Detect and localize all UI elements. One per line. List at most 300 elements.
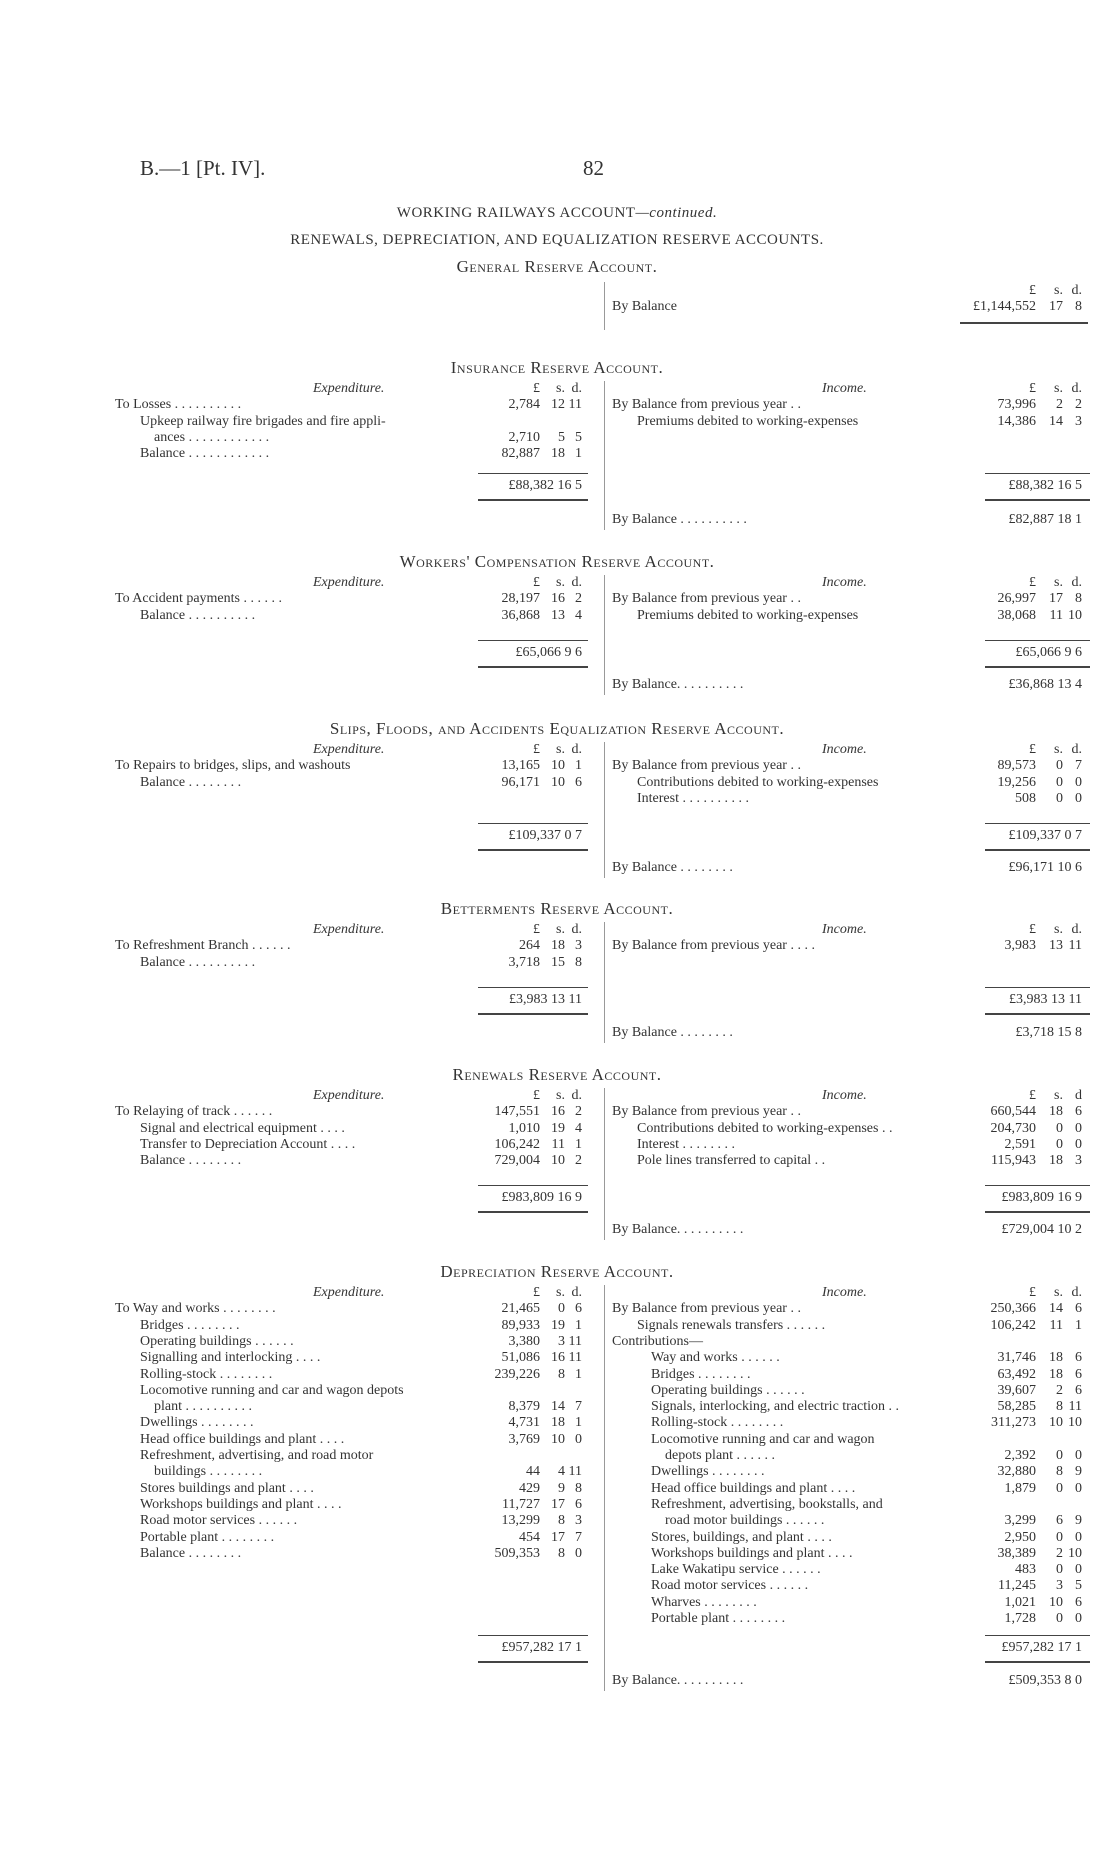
general-amount: £1,144,552	[973, 299, 1036, 314]
renewals-exp-pence: 2	[575, 1153, 582, 1169]
right-pound-head: £	[1029, 381, 1036, 396]
depreciation-inc-shillings: 0	[1056, 1562, 1063, 1578]
left-shilling-head: s.	[556, 381, 565, 396]
right-shilling-head: s.	[1054, 1285, 1063, 1300]
depreciation-inc-label: Dwellings . . . . . . . .	[651, 1464, 765, 1480]
depreciation-inc-pounds: 311,273	[991, 1415, 1036, 1431]
slips-expenditure-head: Expenditure.	[313, 742, 385, 757]
insurance-inc-total-dbl	[985, 499, 1090, 501]
renewals-exp-pounds: 1,010	[508, 1120, 540, 1136]
depreciation-inc-pence: 6	[1075, 1366, 1082, 1382]
insurance-inc-pence: 3	[1075, 413, 1082, 429]
workers-divider	[604, 575, 605, 695]
depreciation-inc-pounds: 2,950	[1004, 1529, 1036, 1545]
betterments-inc-total-dbl	[985, 1013, 1090, 1015]
depreciation-exp-shillings: 14	[551, 1399, 565, 1415]
slips-exp-pounds: 96,171	[501, 774, 540, 790]
betterments-exp-shillings: 18	[551, 938, 565, 954]
renewals-exp-label: Signal and electrical equipment . . . .	[140, 1120, 345, 1136]
page-number: 82	[583, 156, 604, 180]
depreciation-inc-label: Wharves . . . . . . . .	[651, 1594, 757, 1610]
depreciation-inc-label: Contributions—	[612, 1333, 704, 1349]
left-shilling-head: s.	[556, 742, 565, 757]
document-reference: B.—1 [Pt. IV].	[140, 156, 266, 180]
renewals-by-balance-label: By Balance. . . . . . . . . .	[612, 1222, 744, 1237]
renewals-inc-total-rule	[985, 1185, 1090, 1186]
workers-exp-shillings: 16	[551, 591, 565, 607]
depreciation-inc-pence: 1	[1075, 1317, 1082, 1333]
workers-inc-label: Premiums debited to working-expenses	[637, 607, 859, 623]
left-pound-head: £	[533, 742, 540, 757]
depreciation-inc-total-rule	[985, 1635, 1090, 1636]
workers-exp-shillings: 13	[551, 607, 565, 623]
renewals-exp-total-dbl	[478, 1211, 588, 1213]
renewals-expenditure-head: Expenditure.	[313, 1088, 385, 1103]
insurance-inc-pence: 2	[1075, 397, 1082, 413]
slips-exp-pence: 1	[575, 758, 582, 774]
betterments-inc-total: £3,983 13 11	[1009, 992, 1082, 1007]
workers-inc-pence: 10	[1068, 607, 1082, 623]
workers-inc-label: By Balance from previous year . .	[612, 591, 801, 607]
slips-exp-label: Balance . . . . . . . .	[140, 774, 242, 790]
depreciation-inc-shillings: 10	[1049, 1415, 1063, 1431]
slips-inc-label: Contributions debited to working-expenses	[637, 774, 879, 790]
betterments-exp-total-dbl	[478, 1013, 588, 1015]
depreciation-title: Depreciation Reserve Account.	[440, 1262, 674, 1281]
betterments-inc-shillings: 13	[1049, 938, 1063, 954]
depreciation-exp-pounds: 89,933	[501, 1317, 540, 1333]
depreciation-exp-pounds: 4,731	[508, 1415, 540, 1431]
betterments-inc-pence: 11	[1068, 938, 1082, 954]
renewals-income-head: Income.	[822, 1088, 867, 1103]
renewals-title: Renewals Reserve Account.	[452, 1065, 662, 1084]
slips-exp-shillings: 10	[551, 774, 565, 790]
slips-inc-shillings: 0	[1056, 774, 1063, 790]
renewals-inc-pence: 6	[1075, 1104, 1082, 1120]
depreciation-inc-shillings: 0	[1056, 1611, 1063, 1626]
depreciation-exp-pounds: 21,465	[501, 1301, 540, 1317]
depreciation-inc-shillings: 0	[1056, 1480, 1063, 1496]
depreciation-exp-shillings: 8	[558, 1513, 565, 1529]
renewals-inc-shillings: 18	[1049, 1104, 1063, 1120]
depreciation-exp-pounds: 51,086	[501, 1350, 540, 1366]
depreciation-inc-pence: 0	[1075, 1529, 1082, 1545]
depreciation-inc-shillings: 14	[1049, 1301, 1063, 1317]
slips-exp-total: £109,337 0 7	[508, 828, 582, 843]
slips-exp-shillings: 10	[551, 758, 565, 774]
slips-inc-pounds: 89,573	[997, 758, 1036, 774]
right-pence-head: d.	[1071, 381, 1082, 396]
depreciation-exp-pence: 3	[575, 1513, 582, 1529]
insurance-title: Insurance Reserve Account.	[450, 358, 664, 377]
workers-exp-label: Balance . . . . . . . . . .	[140, 607, 256, 623]
renewals-inc-shillings: 18	[1049, 1153, 1063, 1169]
insurance-inc-shillings: 14	[1049, 413, 1063, 429]
workers-inc-pence: 8	[1075, 591, 1082, 607]
workers-exp-pence: 2	[575, 591, 582, 607]
renewals-inc-label: Pole lines transferred to capital . .	[637, 1153, 826, 1169]
betterments-exp-pence: 3	[575, 938, 582, 954]
slips-inc-label: Interest . . . . . . . . . .	[637, 790, 749, 806]
renewals-inc-shillings: 0	[1056, 1136, 1063, 1152]
renewals-exp-label: Balance . . . . . . . .	[140, 1153, 242, 1169]
left-pound-head: £	[533, 381, 540, 396]
renewals-exp-pence: 4	[575, 1120, 582, 1136]
right-pound-head: £	[1029, 1285, 1036, 1300]
depreciation-inc-pounds: 11,245	[998, 1578, 1036, 1594]
depreciation-inc-pounds: 31,746	[997, 1350, 1036, 1366]
insurance-by-balance-label: By Balance . . . . . . . . . .	[612, 512, 747, 527]
left-pound-head: £	[533, 1088, 540, 1103]
betterments-exp-total: £3,983 13 11	[509, 992, 582, 1007]
workers-inc-shillings: 17	[1049, 591, 1063, 607]
depreciation-inc-shillings: 8	[1056, 1464, 1063, 1480]
depreciation-exp-shillings: 3	[558, 1333, 565, 1349]
slips-inc-total: £109,337 0 7	[1008, 828, 1082, 843]
depreciation-inc-pence: 6	[1075, 1594, 1082, 1610]
betterments-divider	[604, 922, 605, 1043]
main-title	[0, 205, 1114, 222]
renewals-inc-label: Interest . . . . . . . .	[637, 1136, 735, 1152]
general-pence-head: d.	[1071, 283, 1082, 298]
depreciation-inc-label: Operating buildings . . . . . .	[651, 1382, 805, 1398]
slips-exp-total-rule	[478, 823, 588, 824]
depreciation-inc-total: £957,282 17 1	[1001, 1640, 1082, 1655]
insurance-exp-total-rule	[478, 473, 588, 474]
depreciation-inc-label: Rolling-stock . . . . . . . .	[651, 1415, 784, 1431]
depreciation-exp-pounds: 11,727	[502, 1496, 540, 1512]
insurance-exp-pounds: 82,887	[501, 446, 540, 462]
depreciation-exp-pounds: 3,769	[508, 1431, 540, 1447]
depreciation-inc-pence: 11	[1068, 1399, 1082, 1415]
depreciation-exp-label: plant . . . . . . . . . .	[154, 1399, 252, 1415]
insurance-exp-label: Balance . . . . . . . . . . . .	[140, 446, 270, 462]
renewals-by-balance-amount: £729,004 10 2	[1001, 1222, 1082, 1237]
renewals-exp-label: Transfer to Depreciation Account . . . .	[140, 1136, 356, 1152]
depreciation-inc-label: Signals, interlocking, and electric traction . .	[651, 1399, 900, 1415]
depreciation-exp-pounds: 8,379	[508, 1399, 540, 1415]
depreciation-inc-pence: 5	[1075, 1578, 1082, 1594]
right-pence-head: d.	[1071, 575, 1082, 590]
left-shilling-head: s.	[556, 575, 565, 590]
insurance-exp-pounds: 2,710	[508, 429, 540, 445]
left-shilling-head: s.	[556, 1088, 565, 1103]
renewals-exp-pence: 2	[575, 1104, 582, 1120]
renewals-exp-shillings: 11	[551, 1136, 565, 1152]
depreciation-inc-pence: 0	[1075, 1448, 1082, 1463]
betterments-inc-total-rule	[985, 987, 1090, 988]
depreciation-income-head: Income.	[822, 1285, 867, 1300]
depreciation-inc-pence: 9	[1075, 1513, 1082, 1529]
left-shilling-head: s.	[556, 1285, 565, 1300]
right-pence-head: d.	[1071, 742, 1082, 757]
depreciation-inc-pounds: 483	[1015, 1562, 1036, 1578]
betterments-by-balance-amount: £3,718 15 8	[1015, 1025, 1082, 1040]
left-pound-head: £	[533, 1285, 540, 1300]
slips-inc-shillings: 0	[1056, 790, 1063, 806]
depreciation-inc-label: Refreshment, advertising, bookstalls, and	[651, 1496, 883, 1512]
renewals-exp-total-rule	[478, 1185, 588, 1186]
depreciation-inc-label: Way and works . . . . . .	[651, 1350, 780, 1366]
depreciation-divider	[604, 1285, 605, 1691]
workers-inc-total: £65,066 9 6	[1015, 645, 1082, 660]
depreciation-exp-pounds: 454	[519, 1529, 540, 1545]
slips-inc-shillings: 0	[1056, 758, 1063, 774]
workers-expenditure-head: Expenditure.	[313, 575, 385, 590]
depreciation-exp-label: Dwellings . . . . . . . .	[140, 1415, 254, 1431]
depreciation-inc-pence: 10	[1068, 1545, 1082, 1561]
insurance-inc-label: By Balance from previous year . .	[612, 397, 801, 413]
depreciation-exp-pence: 8	[575, 1480, 582, 1496]
betterments-income-head: Income.	[822, 922, 867, 937]
depreciation-inc-shillings: 2	[1056, 1382, 1063, 1398]
slips-inc-label: By Balance from previous year . .	[612, 758, 801, 774]
renewals-inc-total-dbl	[985, 1211, 1090, 1213]
depreciation-inc-pounds: 250,366	[990, 1301, 1036, 1317]
depreciation-inc-pounds: 1,728	[1004, 1611, 1036, 1626]
right-shilling-head: s.	[1054, 742, 1063, 757]
depreciation-inc-label: By Balance from previous year . .	[612, 1301, 801, 1317]
depreciation-exp-pence: 11	[568, 1464, 582, 1480]
renewals-divider	[604, 1088, 605, 1240]
slips-inc-total-dbl	[985, 849, 1090, 851]
insurance-inc-pounds: 14,386	[997, 413, 1036, 429]
depreciation-inc-label: Road motor services . . . . . .	[651, 1578, 809, 1594]
betterments-exp-label: Balance . . . . . . . . . .	[140, 954, 256, 970]
workers-exp-pence: 4	[575, 607, 582, 623]
depreciation-exp-label: Signalling and interlocking . . . .	[140, 1350, 321, 1366]
depreciation-exp-pence: 6	[575, 1496, 582, 1512]
workers-inc-pounds: 38,068	[997, 607, 1036, 623]
depreciation-inc-shillings: 11	[1049, 1317, 1063, 1333]
depreciation-exp-shillings: 0	[558, 1301, 565, 1317]
left-pence-head: d.	[571, 1285, 582, 1300]
depreciation-inc-label: Bridges . . . . . . . .	[651, 1366, 751, 1382]
depreciation-inc-pounds: 63,492	[997, 1366, 1036, 1382]
workers-inc-pounds: 26,997	[997, 591, 1036, 607]
general-pence: 8	[1075, 299, 1082, 314]
depreciation-exp-shillings: 17	[551, 1496, 565, 1512]
right-pence-head: d.	[1071, 1285, 1082, 1300]
general-pound-head: £	[1029, 283, 1036, 298]
insurance-exp-pounds: 2,784	[508, 397, 540, 413]
depreciation-exp-pence: 1	[575, 1317, 582, 1333]
depreciation-exp-label: Locomotive running and car and wagon depots	[140, 1382, 404, 1398]
left-pound-head: £	[533, 575, 540, 590]
depreciation-by-balance-amount: £509,353 8 0	[1008, 1673, 1082, 1688]
right-shilling-head: s.	[1054, 1088, 1063, 1103]
general-rule	[960, 322, 1088, 324]
depreciation-exp-shillings: 10	[551, 1431, 565, 1447]
workers-exp-total: £65,066 9 6	[515, 645, 582, 660]
renewals-exp-pounds: 106,242	[494, 1136, 540, 1152]
workers-exp-pounds: 36,868	[501, 607, 540, 623]
right-pound-head: £	[1029, 1088, 1036, 1103]
betterments-exp-pounds: 3,718	[508, 954, 540, 970]
betterments-inc-label: By Balance from previous year . . . .	[612, 938, 815, 954]
insurance-exp-pence: 1	[575, 446, 582, 462]
insurance-exp-label: ances . . . . . . . . . . . .	[154, 429, 270, 445]
betterments-title: Betterments Reserve Account.	[440, 899, 674, 918]
workers-exp-total-rule	[478, 640, 588, 641]
depreciation-exp-total-dbl	[478, 1661, 588, 1663]
depreciation-by-balance-label: By Balance. . . . . . . . . .	[612, 1673, 744, 1688]
depreciation-exp-label: Head office buildings and plant . . . .	[140, 1431, 345, 1447]
insurance-exp-shillings: 12	[551, 397, 565, 413]
renewals-inc-pounds: 660,544	[990, 1104, 1036, 1120]
renewals-exp-pence: 1	[575, 1136, 582, 1152]
depreciation-exp-pence: 11	[568, 1333, 582, 1349]
depreciation-inc-shillings: 8	[1056, 1399, 1063, 1415]
depreciation-inc-label: Stores, buildings, and plant . . . .	[651, 1529, 832, 1545]
depreciation-inc-pence: 6	[1075, 1350, 1082, 1366]
depreciation-exp-pence: 11	[568, 1350, 582, 1366]
renewals-exp-pounds: 729,004	[494, 1153, 540, 1169]
workers-income-head: Income.	[822, 575, 867, 590]
workers-by-balance-amount: £36,868 13 4	[1008, 677, 1082, 692]
right-pence-head: d.	[1071, 922, 1082, 937]
slips-divider	[604, 742, 605, 878]
betterments-exp-pounds: 264	[519, 938, 540, 954]
betterments-exp-total-rule	[478, 987, 588, 988]
slips-exp-pence: 6	[575, 774, 582, 790]
left-pound-head: £	[533, 922, 540, 937]
right-shilling-head: s.	[1054, 922, 1063, 937]
depreciation-exp-shillings: 8	[558, 1545, 565, 1561]
slips-inc-pounds: 19,256	[997, 774, 1036, 790]
depreciation-inc-label: Portable plant . . . . . . . .	[651, 1611, 786, 1626]
insurance-expenditure-head: Expenditure.	[313, 381, 385, 396]
insurance-exp-shillings: 18	[551, 446, 565, 462]
betterments-by-balance-label: By Balance . . . . . . . .	[612, 1025, 733, 1040]
insurance-inc-label: Premiums debited to working-expenses	[637, 413, 859, 429]
renewals-inc-pence: 0	[1075, 1136, 1082, 1152]
general-shilling-head: s.	[1054, 283, 1063, 298]
slips-inc-pounds: 508	[1015, 790, 1036, 806]
renewals-exp-shillings: 19	[551, 1120, 565, 1136]
renewals-exp-pounds: 147,551	[494, 1104, 540, 1120]
depreciation-exp-pence: 7	[575, 1529, 582, 1545]
renewals-inc-pence: 3	[1075, 1153, 1082, 1169]
slips-title: Slips, Floods, and Accidents Equalization Reserve Account.	[329, 719, 785, 738]
depreciation-exp-label: Portable plant . . . . . . . .	[140, 1529, 275, 1545]
renewals-exp-total: £983,809 16 9	[501, 1190, 582, 1205]
insurance-inc-pounds: 73,996	[997, 397, 1036, 413]
renewals-inc-label: By Balance from previous year . .	[612, 1104, 801, 1120]
main-title-text: WORKING RAILWAYS ACCOUNT	[396, 205, 636, 221]
renewals-exp-shillings: 16	[551, 1104, 565, 1120]
depreciation-exp-pence: 0	[575, 1431, 582, 1447]
slips-by-balance-label: By Balance . . . . . . . .	[612, 860, 733, 875]
insurance-exp-pence: 5	[575, 429, 582, 445]
depreciation-inc-shillings: 18	[1049, 1366, 1063, 1382]
depreciation-exp-label: Bridges . . . . . . . .	[140, 1317, 240, 1333]
depreciation-exp-total: £957,282 17 1	[501, 1640, 582, 1655]
depreciation-inc-shillings: 2	[1056, 1545, 1063, 1561]
depreciation-inc-shillings: 0	[1056, 1448, 1063, 1463]
left-shilling-head: s.	[556, 922, 565, 937]
insurance-divider	[604, 381, 605, 530]
depreciation-inc-pounds: 3,299	[1004, 1513, 1036, 1529]
insurance-by-balance-amount: £82,887 18 1	[1008, 512, 1082, 527]
depreciation-inc-label: Workshops buildings and plant . . . .	[651, 1545, 853, 1561]
slips-income-head: Income.	[822, 742, 867, 757]
depreciation-inc-pounds: 106,242	[990, 1317, 1036, 1333]
slips-exp-label: To Repairs to bridges, slips, and washouts	[115, 758, 351, 774]
depreciation-inc-pounds: 1,879	[1004, 1480, 1036, 1496]
depreciation-exp-pence: 0	[575, 1545, 582, 1561]
depreciation-exp-pounds: 429	[519, 1480, 540, 1496]
depreciation-exp-pounds: 44	[526, 1464, 540, 1480]
depreciation-inc-shillings: 3	[1056, 1578, 1063, 1594]
betterments-expenditure-head: Expenditure.	[313, 922, 385, 937]
depreciation-inc-pence: 10	[1068, 1415, 1082, 1431]
insurance-exp-pence: 11	[568, 397, 582, 413]
right-pence-head: d	[1075, 1088, 1082, 1103]
workers-title: Workers' Compensation Reserve Account.	[399, 552, 715, 571]
depreciation-exp-pence: 7	[575, 1399, 582, 1415]
workers-inc-total-dbl	[985, 666, 1090, 668]
slips-exp-total-dbl	[478, 849, 588, 851]
renewals-inc-label: Contributions debited to working-expenses . .	[637, 1120, 893, 1136]
right-shilling-head: s.	[1054, 381, 1063, 396]
betterments-exp-shillings: 15	[551, 954, 565, 970]
depreciation-exp-shillings: 16	[551, 1350, 565, 1366]
right-pound-head: £	[1029, 575, 1036, 590]
depreciation-exp-total-rule	[478, 1635, 588, 1636]
renewals-exp-label: To Relaying of track . . . . . .	[115, 1104, 273, 1120]
left-pence-head: d.	[571, 922, 582, 937]
main-title-cont: —continued.	[635, 205, 718, 221]
renewals-inc-pounds: 2,591	[1004, 1136, 1036, 1152]
general-divider	[604, 282, 605, 330]
depreciation-exp-pounds: 13,299	[501, 1513, 540, 1529]
workers-inc-shillings: 11	[1049, 607, 1063, 623]
insurance-exp-total: £88,382 16 5	[508, 478, 582, 493]
insurance-exp-total-dbl	[478, 499, 588, 501]
depreciation-inc-label: road motor buildings . . . . . .	[665, 1513, 825, 1529]
depreciation-exp-shillings: 18	[551, 1415, 565, 1431]
general-by-balance: By Balance	[612, 299, 677, 314]
workers-exp-pounds: 28,197	[501, 591, 540, 607]
workers-exp-label: To Accident payments . . . . . .	[115, 591, 282, 607]
depreciation-inc-label: Locomotive running and car and wagon	[651, 1431, 875, 1447]
depreciation-inc-total-dbl	[985, 1661, 1090, 1663]
depreciation-inc-pounds: 58,285	[997, 1399, 1036, 1415]
depreciation-inc-label: Lake Wakatipu service . . . . . .	[651, 1562, 821, 1578]
depreciation-inc-shillings: 6	[1056, 1513, 1063, 1529]
renewals-inc-pence: 0	[1075, 1120, 1082, 1136]
depreciation-inc-pence: 6	[1075, 1382, 1082, 1398]
slips-inc-pence: 0	[1075, 790, 1082, 806]
insurance-inc-total: £88,382 16 5	[1008, 478, 1082, 493]
left-pence-head: d.	[571, 1088, 582, 1103]
insurance-inc-total-rule	[985, 473, 1090, 474]
depreciation-inc-pence: 9	[1075, 1464, 1082, 1480]
depreciation-exp-label: Workshops buildings and plant . . . .	[140, 1496, 342, 1512]
right-shilling-head: s.	[1054, 575, 1063, 590]
depreciation-inc-pence: 0	[1075, 1480, 1082, 1496]
renewals-inc-total: £983,809 16 9	[1001, 1190, 1082, 1205]
depreciation-exp-shillings: 17	[551, 1529, 565, 1545]
depreciation-exp-pounds: 239,226	[494, 1366, 540, 1382]
depreciation-inc-pence: 0	[1075, 1562, 1082, 1578]
depreciation-inc-label: Signals renewals transfers . . . . . .	[637, 1317, 826, 1333]
depreciation-inc-shillings: 18	[1049, 1350, 1063, 1366]
right-pound-head: £	[1029, 922, 1036, 937]
depreciation-exp-label: Road motor services . . . . . .	[140, 1513, 298, 1529]
slips-exp-pounds: 13,165	[501, 758, 540, 774]
